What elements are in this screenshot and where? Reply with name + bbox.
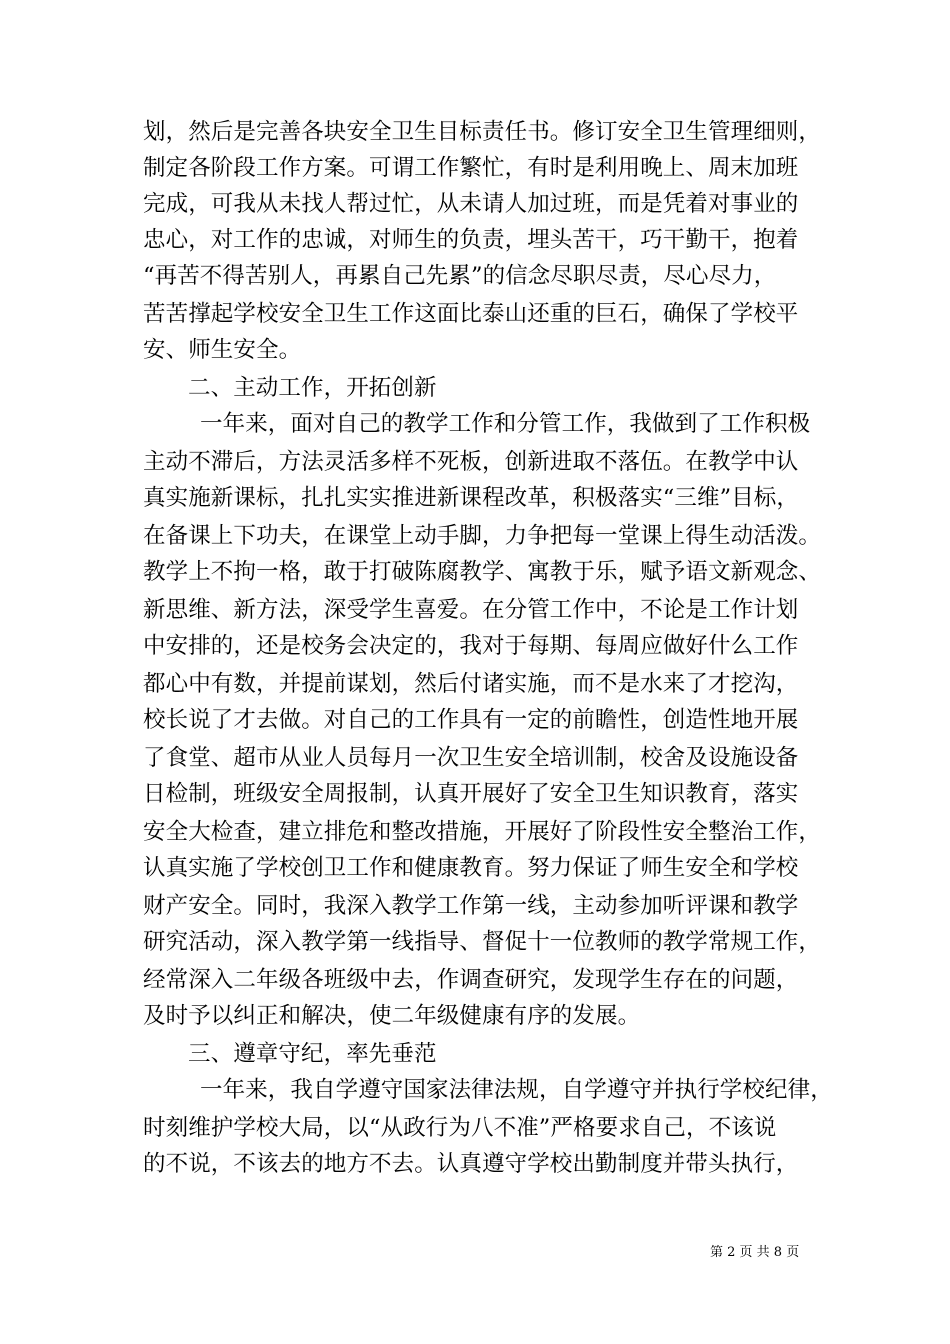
body-text-line: 安全大检查，建立排危和整改措施，开展好了阶段性安全整治工作， xyxy=(143,819,822,845)
body-text-line: 中安排的，还是校务会决定的，我对于每期、每周应做好什么工作 xyxy=(143,633,799,659)
body-text-line: 日检制，班级安全周报制，认真开展好了安全卫生知识教育，落实 xyxy=(143,781,799,807)
body-text-line: 校长说了才去做。对自己的工作具有一定的前瞻性，创造性地开展 xyxy=(143,707,799,733)
body-text-line: 苦苦撑起学校安全卫生工作这面比泰山还重的巨石，确保了学校平 xyxy=(143,301,799,327)
body-text-line: 教学上不拘一格，敢于打破陈腐教学、寓教于乐，赋予语文新观念、 xyxy=(143,559,822,585)
body-text-line: 都心中有数，并提前谋划，然后付诸实施，而不是水来了才挖沟， xyxy=(143,671,799,697)
body-text-line: 的不说，不该去的地方不去。认真遵守学校出勤制度并带头执行， xyxy=(143,1151,799,1177)
body-text-line: 认真实施了学校创卫工作和健康教育。努力保证了师生安全和学校 xyxy=(143,855,799,881)
section-heading-2: 二、主动工作，开拓创新 xyxy=(188,375,437,401)
body-text-line: 完成，可我从未找人帮过忙，从未请人加过班，而是凭着对事业的 xyxy=(143,191,799,217)
body-text-line: 制定各阶段工作方案。可谓工作繁忙，有时是利用晚上、周末加班 xyxy=(143,155,799,181)
body-text-line: “再苦不得苦别人，再累自己先累”的信念尽职尽责，尽心尽力， xyxy=(143,263,777,289)
body-text-line: 及时予以纠正和解决，使二年级健康有序的发展。 xyxy=(143,1003,641,1029)
body-text-line: 财产安全。同时，我深入教学工作第一线，主动参加听评课和教学 xyxy=(143,893,799,919)
body-text-line: 新思维、新方法，深受学生喜爱。在分管工作中，不论是工作计划 xyxy=(143,597,799,623)
body-text-line: 研究活动，深入教学第一线指导、督促十一位教师的教学常规工作， xyxy=(143,929,822,955)
body-text-line: 一年来，面对自己的教学工作和分管工作，我做到了工作积极 xyxy=(200,411,811,437)
body-text-line: 忠心，对工作的忠诚，对师生的负责，埋头苦干，巧干勤干，抱着 xyxy=(143,227,799,253)
body-text-line: 时刻维护学校大局，以“从政行为八不准”严格要求自己，不该说 xyxy=(143,1115,777,1141)
body-text-line: 主动不滞后，方法灵活多样不死板，创新进取不落伍。在教学中认 xyxy=(143,449,799,475)
body-text-line: 了食堂、超市从业人员每月一次卫生安全培训制，校舍及设施设备 xyxy=(143,745,799,771)
body-text-line: 安、师生安全。 xyxy=(143,337,302,363)
body-text-line: 划，然后是完善各块安全卫生目标责任书。修订安全卫生管理细则， xyxy=(143,119,822,145)
body-text-line: 在备课上下功夫，在课堂上动手脚，力争把每一堂课上得生动活泼。 xyxy=(143,523,822,549)
page-number-footer: 第 2 页 共 8 页 xyxy=(710,1245,800,1260)
body-text-line: 真实施新课标，扎扎实实推进新课程改革，积极落实“三维”目标， xyxy=(143,485,800,511)
section-heading-3: 三、遵章守纪，率先垂范 xyxy=(188,1041,437,1067)
body-text-line: 一年来，我自学遵守国家法律法规，自学遵守并执行学校纪律， xyxy=(200,1077,833,1103)
body-text-line: 经常深入二年级各班级中去，作调查研究，发现学生存在的问题， xyxy=(143,967,799,993)
